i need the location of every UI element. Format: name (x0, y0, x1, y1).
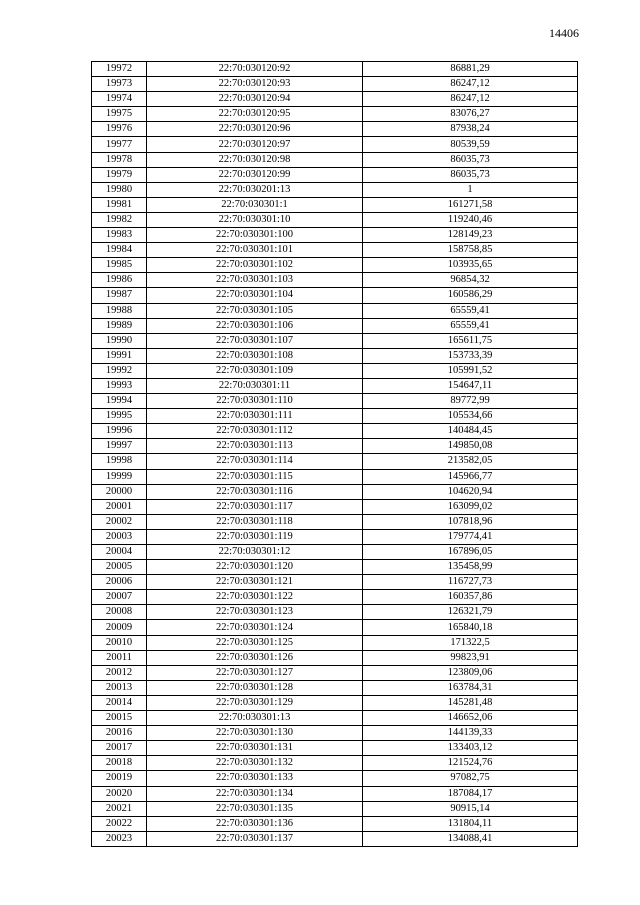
cadastral-value-table (91, 61, 578, 847)
value-cell: 154647,11 (363, 378, 578, 393)
cadastral-number-cell: 22:70:030120:97 (147, 137, 363, 152)
cadastral-number-cell: 22:70:030301:114 (147, 454, 363, 469)
cadastral-number-cell: 22:70:030301:137 (147, 831, 363, 846)
cadastral-number-cell: 22:70:030301:136 (147, 816, 363, 831)
cadastral-number-cell: 22:70:030301:134 (147, 786, 363, 801)
table-row (92, 62, 578, 77)
value-cell: 163099,02 (363, 499, 578, 514)
table-row (92, 92, 578, 107)
table-row (92, 771, 578, 786)
value-cell: 89772,99 (363, 394, 578, 409)
table-row (92, 409, 578, 424)
cadastral-number-cell: 22:70:030301:107 (147, 333, 363, 348)
cadastral-number-cell: 22:70:030301:1 (147, 197, 363, 212)
table-row (92, 711, 578, 726)
table-row (92, 333, 578, 348)
table-row (92, 273, 578, 288)
row-number-cell: 20022 (92, 816, 147, 831)
value-cell: 158758,85 (363, 243, 578, 258)
value-cell: 86881,29 (363, 62, 578, 77)
cadastral-number-cell: 22:70:030301:122 (147, 590, 363, 605)
table-row (92, 620, 578, 635)
value-cell: 87938,24 (363, 122, 578, 137)
value-cell: 86247,12 (363, 77, 578, 92)
value-cell: 167896,05 (363, 545, 578, 560)
row-number-cell: 20020 (92, 786, 147, 801)
table-row (92, 288, 578, 303)
table-row (92, 243, 578, 258)
value-cell: 126321,79 (363, 605, 578, 620)
cadastral-number-cell: 22:70:030301:103 (147, 273, 363, 288)
row-number-cell: 19978 (92, 152, 147, 167)
value-cell: 119240,46 (363, 212, 578, 227)
cadastral-number-cell: 22:70:030301:127 (147, 665, 363, 680)
cadastral-number-cell: 22:70:030301:100 (147, 228, 363, 243)
table-row (92, 529, 578, 544)
value-cell: 145281,48 (363, 695, 578, 710)
cadastral-number-cell: 22:70:030301:135 (147, 801, 363, 816)
cadastral-number-cell: 22:70:030120:94 (147, 92, 363, 107)
row-number-cell: 20013 (92, 680, 147, 695)
table-row (92, 575, 578, 590)
value-cell: 160357,86 (363, 590, 578, 605)
value-cell: 187084,17 (363, 786, 578, 801)
row-number-cell: 20014 (92, 695, 147, 710)
value-cell: 163784,31 (363, 680, 578, 695)
cadastral-number-cell: 22:70:030301:123 (147, 605, 363, 620)
table-row (92, 258, 578, 273)
value-cell: 165840,18 (363, 620, 578, 635)
cadastral-number-cell: 22:70:030301:116 (147, 484, 363, 499)
row-number-cell: 19977 (92, 137, 147, 152)
row-number-cell: 19983 (92, 228, 147, 243)
cadastral-number-cell: 22:70:030301:131 (147, 741, 363, 756)
value-cell: 86247,12 (363, 92, 578, 107)
value-cell: 107818,96 (363, 514, 578, 529)
table-row (92, 167, 578, 182)
row-number-cell: 19980 (92, 182, 147, 197)
value-cell: 165611,75 (363, 333, 578, 348)
row-number-cell: 19973 (92, 77, 147, 92)
row-number-cell: 20016 (92, 726, 147, 741)
table-row (92, 378, 578, 393)
value-cell: 123809,06 (363, 665, 578, 680)
value-cell: 145966,77 (363, 469, 578, 484)
value-cell: 97082,75 (363, 771, 578, 786)
table-row (92, 303, 578, 318)
table-row (92, 318, 578, 333)
value-cell: 65559,41 (363, 303, 578, 318)
cadastral-number-cell: 22:70:030301:104 (147, 288, 363, 303)
value-cell: 105534,66 (363, 409, 578, 424)
row-number-cell: 20010 (92, 635, 147, 650)
cadastral-number-cell: 22:70:030301:117 (147, 499, 363, 514)
value-cell: 83076,27 (363, 107, 578, 122)
row-number-cell: 19992 (92, 363, 147, 378)
table-row (92, 77, 578, 92)
table-row (92, 499, 578, 514)
row-number-cell: 20000 (92, 484, 147, 499)
cadastral-number-cell: 22:70:030120:98 (147, 152, 363, 167)
value-cell: 133403,12 (363, 741, 578, 756)
row-number-cell: 19997 (92, 439, 147, 454)
table-row (92, 182, 578, 197)
cadastral-number-cell: 22:70:030201:13 (147, 182, 363, 197)
value-cell: 116727,73 (363, 575, 578, 590)
table-row (92, 197, 578, 212)
row-number-cell: 19984 (92, 243, 147, 258)
row-number-cell: 20019 (92, 771, 147, 786)
value-cell: 149850,08 (363, 439, 578, 454)
value-cell: 153733,39 (363, 348, 578, 363)
table-row (92, 786, 578, 801)
value-cell: 140484,45 (363, 424, 578, 439)
row-number-cell: 19993 (92, 378, 147, 393)
cadastral-number-cell: 22:70:030301:129 (147, 695, 363, 710)
cadastral-number-cell: 22:70:030120:96 (147, 122, 363, 137)
cadastral-number-cell: 22:70:030301:133 (147, 771, 363, 786)
cadastral-number-cell: 22:70:030301:124 (147, 620, 363, 635)
value-cell: 160586,29 (363, 288, 578, 303)
value-cell: 103935,65 (363, 258, 578, 273)
cadastral-number-cell: 22:70:030301:12 (147, 545, 363, 560)
value-cell: 134088,41 (363, 831, 578, 846)
row-number-cell: 19979 (92, 167, 147, 182)
row-number-cell: 19988 (92, 303, 147, 318)
cadastral-number-cell: 22:70:030301:130 (147, 726, 363, 741)
row-number-cell: 19996 (92, 424, 147, 439)
table-row (92, 439, 578, 454)
value-cell: 171322,5 (363, 635, 578, 650)
row-number-cell: 20011 (92, 650, 147, 665)
row-number-cell: 20009 (92, 620, 147, 635)
value-cell: 144139,33 (363, 726, 578, 741)
value-cell: 86035,73 (363, 152, 578, 167)
value-cell: 135458,99 (363, 560, 578, 575)
table-row (92, 831, 578, 846)
row-number-cell: 20005 (92, 560, 147, 575)
table-row (92, 605, 578, 620)
table-row (92, 363, 578, 378)
row-number-cell: 19991 (92, 348, 147, 363)
cadastral-number-cell: 22:70:030301:11 (147, 378, 363, 393)
row-number-cell: 20006 (92, 575, 147, 590)
cadastral-number-cell: 22:70:030301:13 (147, 711, 363, 726)
table-row (92, 545, 578, 560)
row-number-cell: 20012 (92, 665, 147, 680)
cadastral-number-cell: 22:70:030120:95 (147, 107, 363, 122)
cadastral-number-cell: 22:70:030301:105 (147, 303, 363, 318)
value-cell: 105991,52 (363, 363, 578, 378)
value-cell: 1 (363, 182, 578, 197)
table-row (92, 680, 578, 695)
row-number-cell: 19975 (92, 107, 147, 122)
row-number-cell: 19994 (92, 394, 147, 409)
cadastral-number-cell: 22:70:030301:102 (147, 258, 363, 273)
value-cell: 121524,76 (363, 756, 578, 771)
row-number-cell: 20001 (92, 499, 147, 514)
table-row (92, 107, 578, 122)
value-cell: 161271,58 (363, 197, 578, 212)
cadastral-number-cell: 22:70:030301:112 (147, 424, 363, 439)
table-row (92, 424, 578, 439)
table-row (92, 212, 578, 227)
row-number-cell: 19987 (92, 288, 147, 303)
table-row (92, 152, 578, 167)
value-cell: 86035,73 (363, 167, 578, 182)
cadastral-number-cell: 22:70:030301:113 (147, 439, 363, 454)
cadastral-number-cell: 22:70:030301:10 (147, 212, 363, 227)
table-row (92, 560, 578, 575)
table-row (92, 514, 578, 529)
cadastral-number-cell: 22:70:030301:109 (147, 363, 363, 378)
row-number-cell: 20008 (92, 605, 147, 620)
value-cell: 80539,59 (363, 137, 578, 152)
row-number-cell: 19981 (92, 197, 147, 212)
table-row (92, 726, 578, 741)
table-row (92, 484, 578, 499)
row-number-cell: 19989 (92, 318, 147, 333)
value-cell: 96854,32 (363, 273, 578, 288)
row-number-cell: 19986 (92, 273, 147, 288)
row-number-cell: 19974 (92, 92, 147, 107)
row-number-cell: 19982 (92, 212, 147, 227)
table-row (92, 756, 578, 771)
cadastral-number-cell: 22:70:030120:93 (147, 77, 363, 92)
table-row (92, 454, 578, 469)
cadastral-number-cell: 22:70:030301:119 (147, 529, 363, 544)
cadastral-number-cell: 22:70:030301:110 (147, 394, 363, 409)
row-number-cell: 20021 (92, 801, 147, 816)
value-cell: 104620,94 (363, 484, 578, 499)
table-row (92, 695, 578, 710)
row-number-cell: 20007 (92, 590, 147, 605)
cadastral-number-cell: 22:70:030301:128 (147, 680, 363, 695)
row-number-cell: 19985 (92, 258, 147, 273)
table-row (92, 122, 578, 137)
value-cell: 146652,06 (363, 711, 578, 726)
row-number-cell: 20002 (92, 514, 147, 529)
cadastral-number-cell: 22:70:030301:106 (147, 318, 363, 333)
row-number-cell: 20003 (92, 529, 147, 544)
row-number-cell: 19972 (92, 62, 147, 77)
row-number-cell: 19976 (92, 122, 147, 137)
table-row (92, 137, 578, 152)
row-number-cell: 20018 (92, 756, 147, 771)
table-row (92, 394, 578, 409)
table-body (92, 62, 578, 847)
table-row (92, 665, 578, 680)
value-cell: 99823,91 (363, 650, 578, 665)
cadastral-number-cell: 22:70:030301:132 (147, 756, 363, 771)
cadastral-number-cell: 22:70:030301:111 (147, 409, 363, 424)
value-cell: 128149,23 (363, 228, 578, 243)
row-number-cell: 19998 (92, 454, 147, 469)
row-number-cell: 19990 (92, 333, 147, 348)
table-row (92, 650, 578, 665)
row-number-cell: 19995 (92, 409, 147, 424)
table-row (92, 590, 578, 605)
cadastral-number-cell: 22:70:030301:120 (147, 560, 363, 575)
table-row (92, 801, 578, 816)
table-row (92, 348, 578, 363)
value-cell: 213582,05 (363, 454, 578, 469)
value-cell: 179774,41 (363, 529, 578, 544)
table-row (92, 741, 578, 756)
cadastral-number-cell: 22:70:030301:125 (147, 635, 363, 650)
cadastral-number-cell: 22:70:030120:92 (147, 62, 363, 77)
table-row (92, 228, 578, 243)
value-cell: 65559,41 (363, 318, 578, 333)
row-number-cell: 20023 (92, 831, 147, 846)
row-number-cell: 20004 (92, 545, 147, 560)
cadastral-number-cell: 22:70:030301:121 (147, 575, 363, 590)
row-number-cell: 20017 (92, 741, 147, 756)
row-number-cell: 20015 (92, 711, 147, 726)
table-row (92, 469, 578, 484)
cadastral-number-cell: 22:70:030301:126 (147, 650, 363, 665)
cadastral-number-cell: 22:70:030301:115 (147, 469, 363, 484)
cadastral-number-cell: 22:70:030301:101 (147, 243, 363, 258)
page-number: 14406 (549, 26, 579, 40)
cadastral-number-cell: 22:70:030301:118 (147, 514, 363, 529)
value-cell: 90915,14 (363, 801, 578, 816)
cadastral-number-cell: 22:70:030301:108 (147, 348, 363, 363)
value-cell: 131804,11 (363, 816, 578, 831)
cadastral-number-cell: 22:70:030120:99 (147, 167, 363, 182)
table-row (92, 816, 578, 831)
table-row (92, 635, 578, 650)
row-number-cell: 19999 (92, 469, 147, 484)
